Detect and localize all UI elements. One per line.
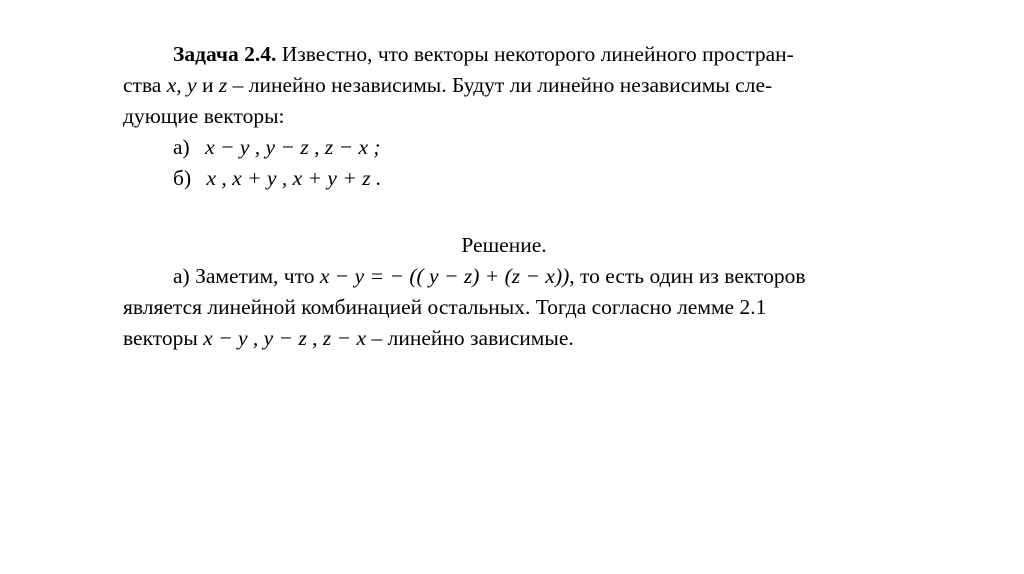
solution-line-3 xyxy=(123,325,574,351)
solution-line-3-end: – линейно зависимые. xyxy=(366,326,574,350)
problem-line-1-text: Известно, что векторы некоторого линейного простран- xyxy=(281,42,794,66)
problem-line-3: дующие векторы: xyxy=(123,104,285,128)
problem-item-b xyxy=(173,165,381,191)
solution-equation: x − y = − (( y − z) + (z − x)) xyxy=(319,264,570,288)
item-b-label: б) xyxy=(173,166,192,190)
item-a-expression: x − y , y − z , z − x ; xyxy=(205,135,381,159)
problem-line-2 xyxy=(123,72,772,98)
item-b-expression: x , x + y , x + y + z . xyxy=(206,166,382,190)
problem-vars-xy: x, y xyxy=(166,73,197,97)
problem-line-2-end: – линейно независимы. Будут ли линейно независимы сле- xyxy=(227,73,773,97)
solution-line-3-start: векторы xyxy=(123,326,204,350)
problem-var-z: z xyxy=(218,73,228,97)
problem-line-1 xyxy=(173,41,794,67)
solution-title: Решение. xyxy=(461,233,547,257)
solution-vectors: x − y , y − z , z − x xyxy=(203,326,367,350)
problem-heading: Задача 2.4. xyxy=(173,42,277,66)
solution-line-2: является линейной комбинацией остальных. Тогда согласно лемме 2.1 xyxy=(123,295,767,319)
solution-line-1 xyxy=(173,263,806,289)
problem-and: и xyxy=(196,73,219,97)
problem-line-2-start: ства xyxy=(123,73,167,97)
problem-item-a xyxy=(173,134,381,160)
item-a-label: а) xyxy=(173,135,190,159)
solution-line-1-end: , то есть один из векторов xyxy=(569,264,806,288)
solution-line-1-start: а) Заметим, что xyxy=(173,264,320,288)
